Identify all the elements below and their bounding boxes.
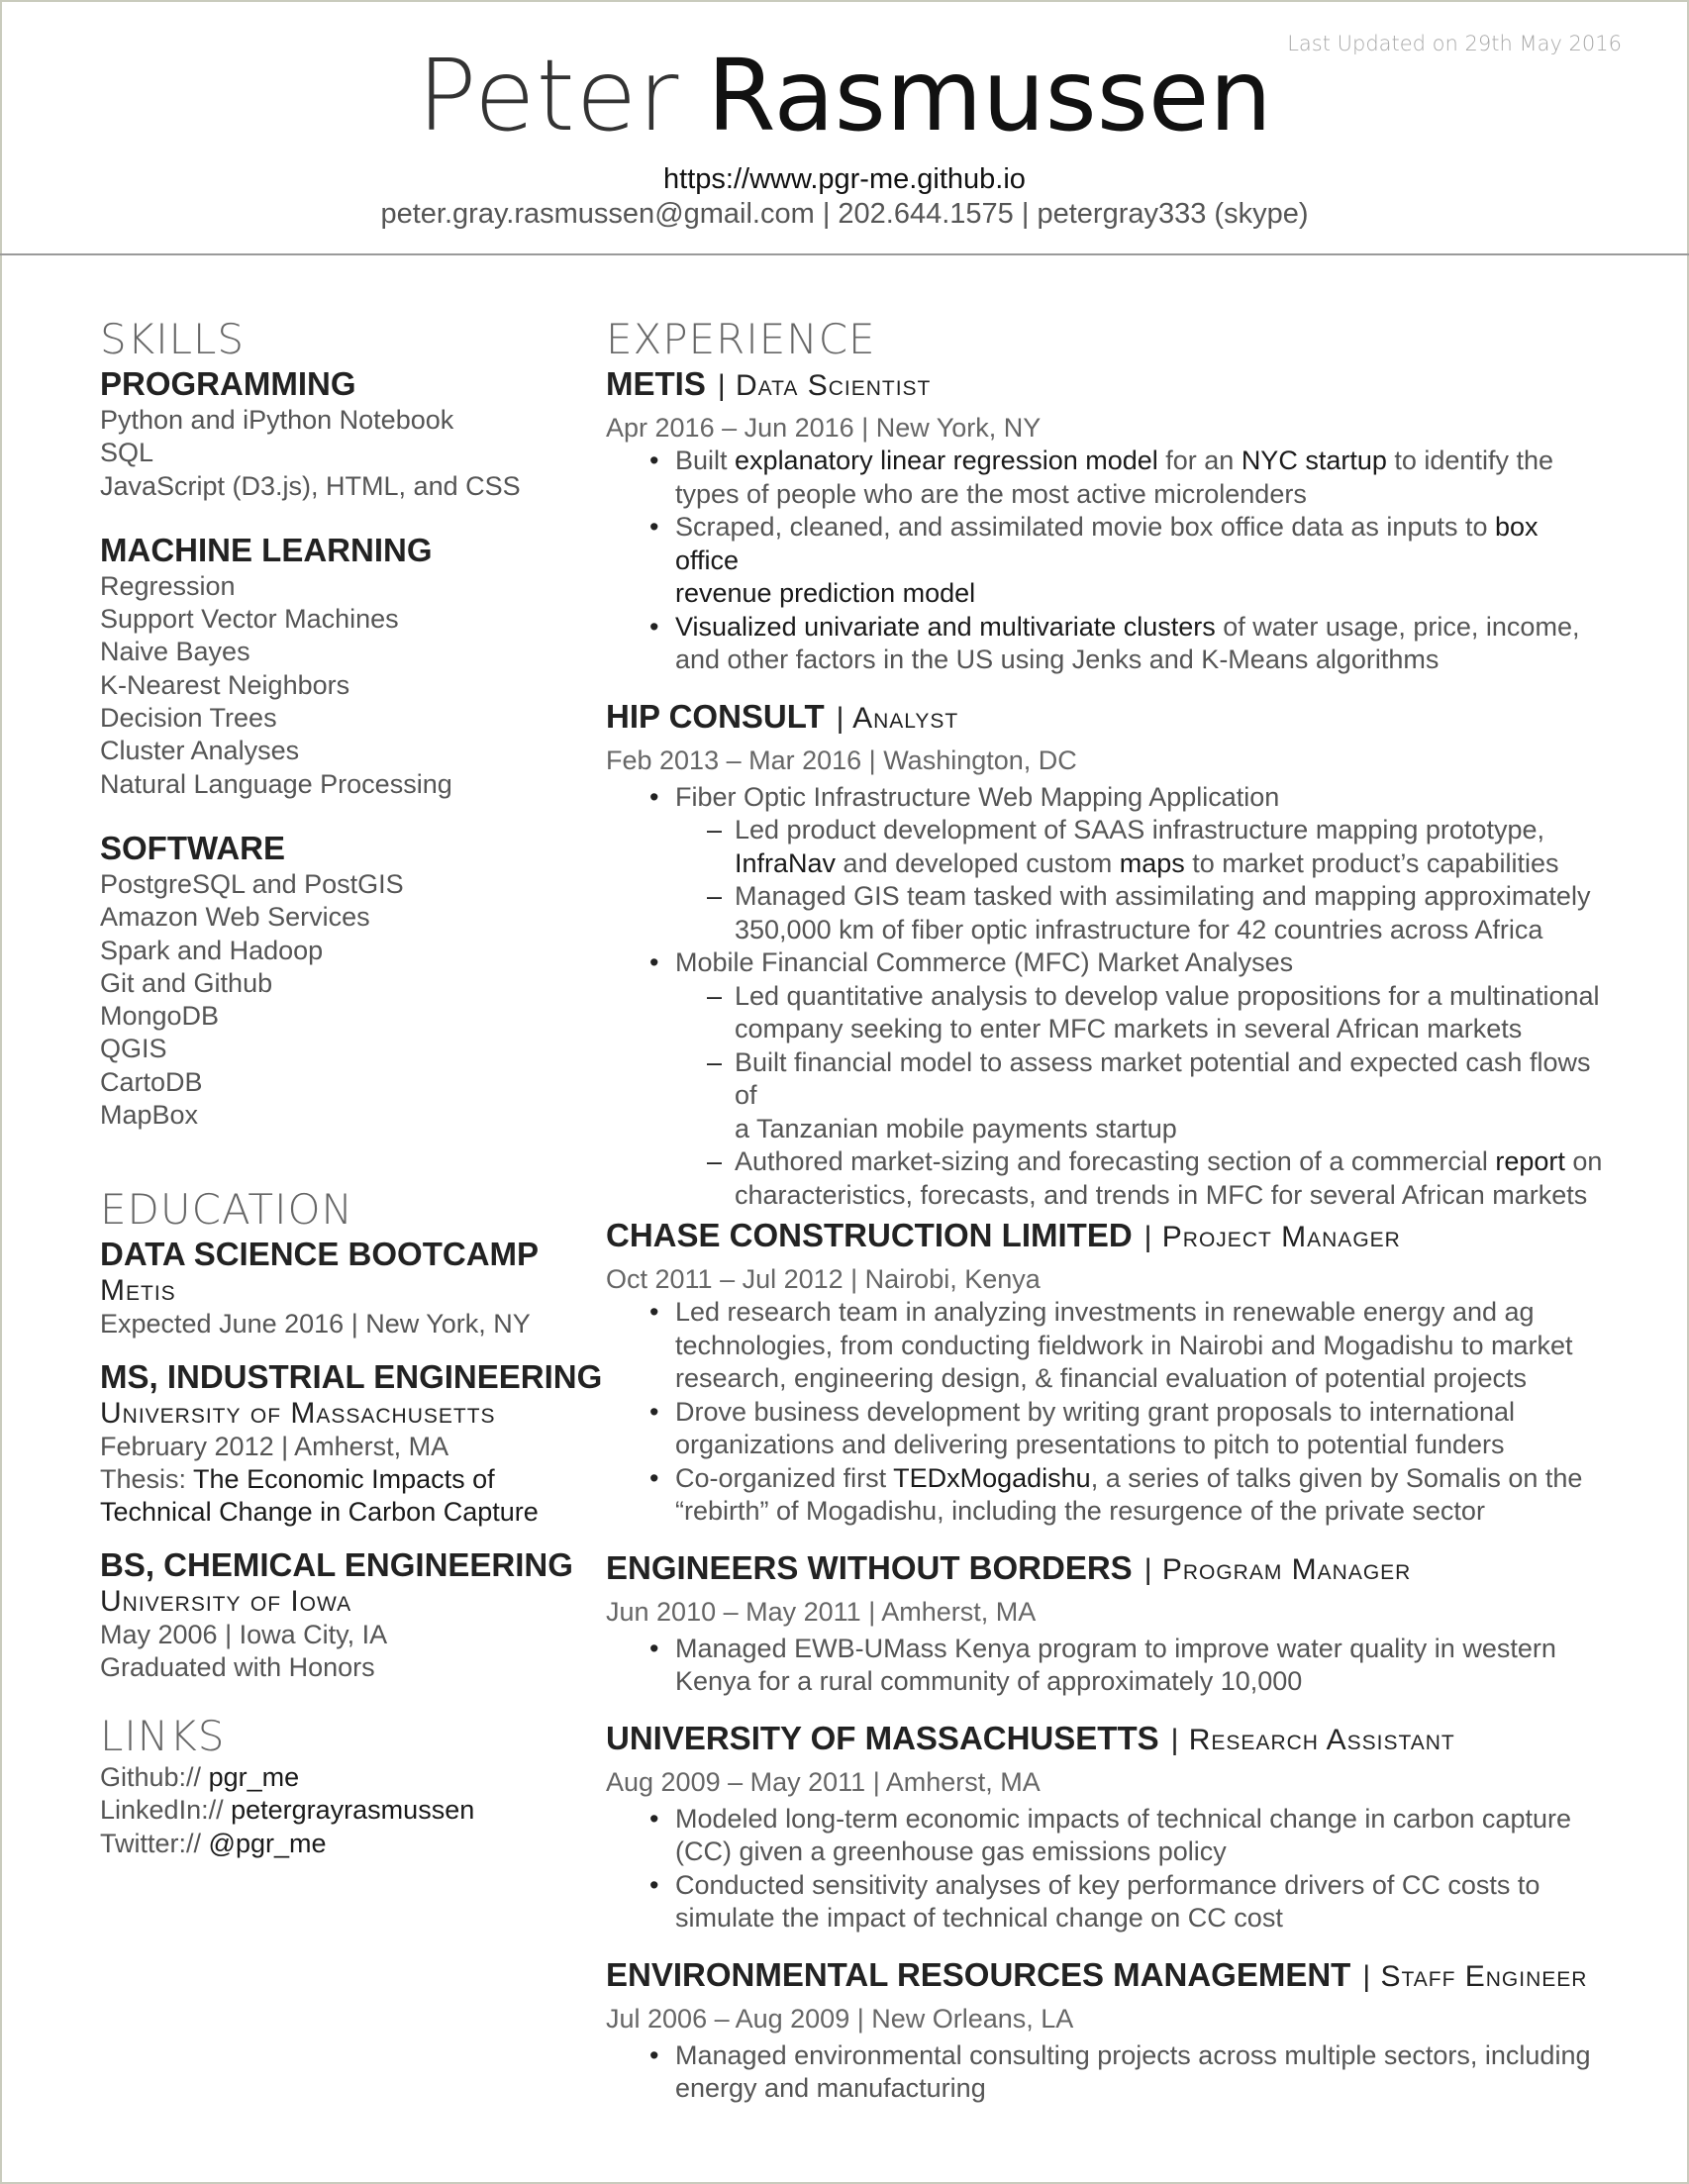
thesis-title: The Economic Impacts of [193,1463,495,1494]
job-meta: Aug 2009 – May 2011 | Amherst, MA [606,1766,1041,1797]
job-bullets [606,445,1606,677]
education-meta: May 2006 | Iowa City, IA [100,1619,388,1649]
link-github[interactable] [100,1761,615,1794]
skill-item: JavaScript (D3.js), HTML, and CSS [100,470,521,501]
education-heading: EDUCATION [100,1185,353,1235]
job-bullets [606,2039,1606,2106]
job-meta: Jul 2006 – Aug 2009 | New Orleans, LA [606,2003,1074,2034]
company-name: ENGINEERS WITHOUT BORDERS [606,1548,1133,1586]
skill-group-title: SOFTWARE [100,829,285,866]
education-meta: February 2012 | Amherst, MA [100,1431,449,1461]
company-name: CHASE CONSTRUCTION LIMITED [606,1217,1133,1253]
job-subbullet: – Authored market-sizing and forecasting section of a commercial report on characteristics, forecasts, and trends in MFC for several African markets [606,1145,1606,1212]
job-subbullet: – Led product development of SAAS infrastructure mapping prototype, InfraNav and developed custom maps to market product’s capabilities [606,814,1606,880]
job-header [606,364,1606,411]
job-meta: Oct 2011 – Jul 2012 | Nairobi, Kenya [606,1264,1041,1294]
skill-group-title: MACHINE LEARNING [100,531,433,568]
job-bullets [606,1296,1606,1529]
job-meta: Apr 2016 – Jun 2016 | New York, NY [606,413,1042,443]
school-name: University of Massachusetts [100,1396,496,1430]
skill-item: MongoDB [100,1001,220,1032]
school-name: University of Iowa [100,1584,352,1618]
degree-title: BS, CHEMICAL ENGINEERING [100,1545,573,1583]
thesis-label: Thesis: [100,1463,187,1494]
job-subbullet: – Built financial model to assess market potential and expected cash flows of a Tanzanian mobile payments startup [606,1046,1606,1146]
job-header [606,1216,1606,1262]
skill-item: Amazon Web Services [100,902,370,933]
link-linkedin[interactable] [100,1794,615,1827]
job-role: | Staff Engineer [1362,1959,1588,1993]
skill-item: Regression [100,570,236,601]
job-bullet: • Conducted sensitivity analyses of key performance drivers of CC costs to simulate the impact of technical change on CC cost [606,1869,1606,1936]
job-bullets [606,781,1606,1213]
company-name: UNIVERSITY OF MASSACHUSETTS [606,1719,1159,1756]
job-subbullet: – Managed GIS team tasked with assimilating and mapping approximately 350,000 km of fiber optic infrastructure for 42 countries across Africa [606,880,1606,946]
job-role: | Analyst [836,701,959,735]
left-column [100,315,615,1860]
job-bullets [606,1633,1606,1699]
header-divider [0,253,1689,255]
skill-item: Natural Language Processing [100,768,452,799]
job-bullet: • Visualized univariate and multivariate clusters of water usage, price, income, and other factors in the US using Jenks and K-Means algorithms [606,611,1606,677]
last-updated: Last Updated on 29th May 2016 [1287,32,1622,55]
skill-item: Naive Bayes [100,637,250,667]
job-meta: Jun 2010 – May 2011 | Amherst, MA [606,1596,1037,1627]
company-name: ENVIRONMENTAL RESOURCES MANAGEMENT [606,1955,1351,1993]
education-meta: Expected June 2016 | New York, NY [100,1309,531,1340]
link-twitter[interactable] [100,1828,615,1860]
skill-item: Decision Trees [100,703,277,734]
skill-item: Cluster Analyses [100,736,300,766]
skill-item: CartoDB [100,1066,203,1097]
links-heading: LINKS [100,1712,226,1761]
job-bullet: • Mobile Financial Commerce (MFC) Market Analyses [606,946,1606,980]
degree-title: MS, INDUSTRIAL ENGINEERING [100,1357,603,1395]
skill-item: MapBox [100,1100,199,1131]
job-bullet: • Co-organized first TEDxMogadishu, a series of talks given by Somalis on the “rebirth” of Mogadishu, including the resurgence of the private sector [606,1462,1606,1529]
skill-item: K-Nearest Neighbors [100,669,350,700]
skill-item: SQL [100,438,154,468]
job-bullet: • Managed EWB-UMass Kenya program to improve water quality in western Kenya for a rural community of approximately 10,000 [606,1633,1606,1699]
job-meta: Feb 2013 – Mar 2016 | Washington, DC [606,745,1077,775]
experience-heading: EXPERIENCE [606,315,876,363]
skill-item: Support Vector Machines [100,604,399,635]
skill-group-title: PROGRAMMING [100,365,356,402]
skill-item: Python and iPython Notebook [100,405,454,435]
thesis-line [100,1463,615,1496]
company-name: HIP CONSULT [606,697,825,735]
skill-item: PostgreSQL and PostGIS [100,868,404,899]
job-role: | Research Assistant [1170,1723,1455,1756]
skill-item: QGIS [100,1034,167,1064]
job-header [606,1719,1606,1765]
link-value[interactable]: @pgr_me [208,1828,327,1858]
job-header [606,1548,1606,1595]
job-bullet: • Led research team in analyzing investments in renewable energy and ag technologies, from conducting fieldwork in Nairobi and Mogadishu to market research, engineering design, & financial evaluation of potential projects [606,1296,1606,1396]
job-bullet: • Built explanatory linear regression model for an NYC startup to identify the types of people who are the most active microlenders [606,445,1606,511]
job-bullet: • Managed environmental consulting projects across multiple sectors, including energy and manufacturing [606,2039,1606,2106]
company-name: METIS [606,365,706,402]
school-name: Metis [100,1274,176,1308]
job-bullets [606,1803,1606,1936]
thesis-title-cont: Technical Change in Carbon Capture [100,1497,539,1528]
right-column [606,315,1606,2106]
link-label: Twitter:// [100,1828,202,1858]
last-name: Rasmussen [707,38,1272,153]
job-subbullet: – Led quantitative analysis to develop value propositions for a multinational company seeking to enter MFC markets in several African markets [606,980,1606,1046]
link-label: Github:// [100,1762,202,1793]
job-role: | Project Manager [1143,1221,1401,1253]
resume-name [0,38,1689,153]
link-value[interactable]: petergrayrasmussen [231,1795,475,1826]
degree-title: DATA SCIENCE BOOTCAMP [100,1236,540,1273]
job-bullet: • Fiber Optic Infrastructure Web Mapping Application [606,781,1606,815]
job-bullet: • Modeled long-term economic impacts of technical change in carbon capture (CC) given a greenhouse gas emissions policy [606,1803,1606,1869]
job-role: | Data Scientist [717,369,932,402]
link-value[interactable]: pgr_me [208,1762,300,1793]
job-bullet: • Scraped, cleaned, and assimilated movie box office data as inputs to box office revenue prediction model [606,511,1606,611]
skill-item: Spark and Hadoop [100,935,324,965]
skills-heading: SKILLS [100,315,246,363]
job-header [606,1955,1606,2002]
website-link[interactable]: https://www.pgr-me.github.io [663,163,1026,195]
first-name: Peter [417,38,680,153]
link-label: LinkedIn:// [100,1795,224,1826]
education-note: Graduated with Honors [100,1651,375,1682]
contact-line: peter.gray.rasmussen@gmail.com | 202.644.1575 | petergray333 (skype) [380,198,1309,230]
job-header [606,697,1606,744]
job-bullet: • Drove business development by writing grant proposals to international organizations and delivering presentations to pitch to potential funders [606,1396,1606,1462]
job-role: | Program Manager [1143,1552,1412,1586]
skill-item: Git and Github [100,967,273,998]
